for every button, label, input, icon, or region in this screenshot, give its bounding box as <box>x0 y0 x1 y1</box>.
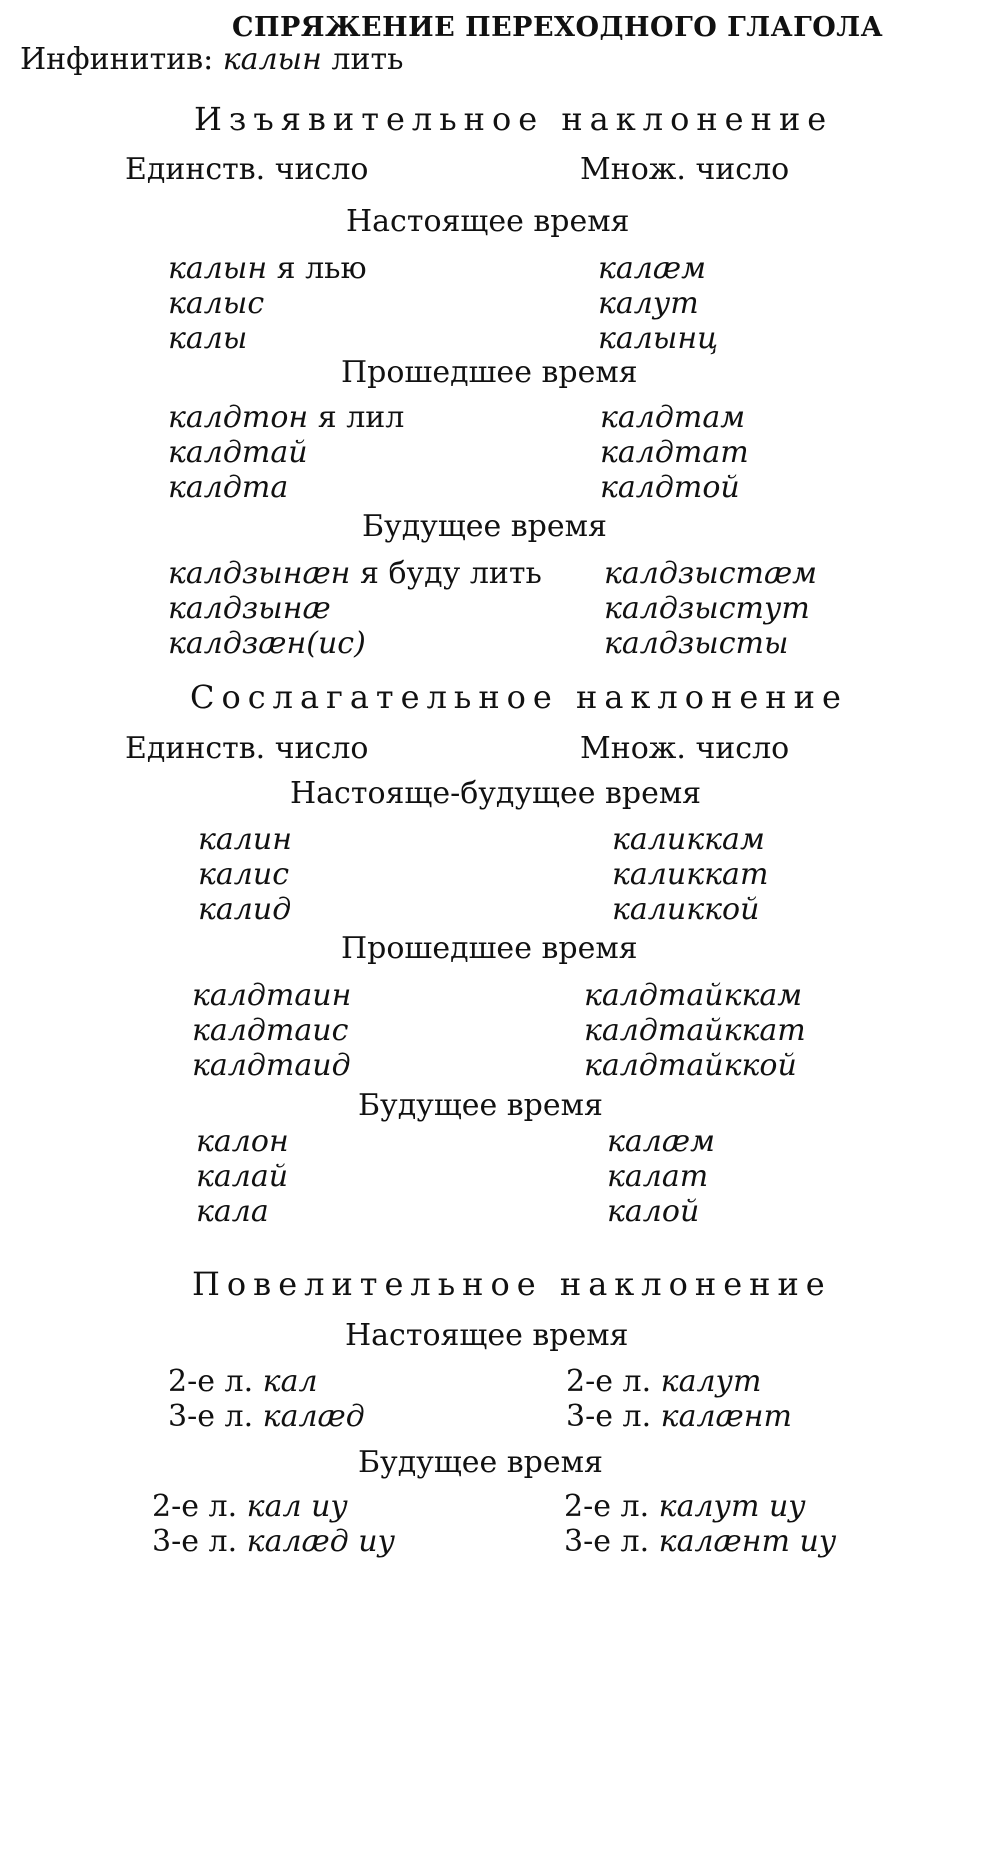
form-2sg: калай <box>196 1159 289 1194</box>
form-1sg: калдтаин <box>192 978 352 1013</box>
form-1pl: калдтайккам <box>584 978 803 1013</box>
subjunctive-past-tense: Прошедшее время <box>341 931 638 966</box>
indicative-future-tense: Будущее время <box>362 509 607 544</box>
form-1pl: калæм <box>607 1124 715 1159</box>
subjunctive-mood-heading: Сослагательное наклонение <box>190 678 848 716</box>
infinitive-label: Инфинитив: <box>20 42 214 77</box>
subjunctive-past-singular <box>192 978 351 1083</box>
form-1pl: калдзыстæм <box>604 556 818 591</box>
imperative-present-tense: Настоящее время <box>345 1318 629 1353</box>
form-3sg: калы <box>168 321 248 356</box>
form-2sg: калдзынæ <box>168 591 331 626</box>
form-3sg: калдзæн(ис) <box>168 626 366 661</box>
form-3pl: калынц <box>598 321 719 356</box>
form-3pl: калой <box>607 1194 700 1229</box>
indicative-present-singular <box>168 251 367 356</box>
form-2pl: калдзыстут <box>604 591 810 626</box>
indicative-mood-heading: Изъявительное наклонение <box>194 100 834 138</box>
indicative-present-plural <box>598 251 718 356</box>
indicative-past-tense: Прошедшее время <box>341 355 638 390</box>
form-3pl: 3-е л. калæнт иу <box>564 1524 837 1559</box>
form-2sg: калдтай <box>168 435 308 470</box>
infinitive-form: калын <box>222 42 322 77</box>
imperative-present-singular <box>168 1364 365 1434</box>
form-2pl: каликкат <box>612 857 769 892</box>
form-1pl: калæм <box>598 251 706 286</box>
gloss: я буду лить <box>359 556 542 591</box>
subjunctive-present-future-plural <box>612 822 768 927</box>
form-3pl: калдтой <box>600 470 740 505</box>
form-3pl: калдтайккой <box>584 1048 797 1083</box>
form-3sg: 3-е л. калæд иу <box>152 1524 396 1559</box>
indicative-plural-label: Множ. число <box>580 152 790 187</box>
imperative-future-singular <box>152 1489 395 1559</box>
imperative-present-plural <box>566 1364 792 1434</box>
infinitive-gloss: лить <box>331 42 404 77</box>
subjunctive-plural-label: Множ. число <box>580 731 790 766</box>
imperative-future-tense: Будущее время <box>358 1445 603 1480</box>
gloss: я лью <box>276 251 367 286</box>
form-2sg: калдтаис <box>192 1013 349 1048</box>
imperative-future-plural <box>564 1489 836 1559</box>
subjunctive-future-singular <box>196 1124 289 1229</box>
form-2pl: калдтайккат <box>584 1013 806 1048</box>
form-3sg: 3-е л. калæд <box>168 1399 365 1434</box>
infinitive-line <box>20 42 403 77</box>
indicative-present-tense: Настоящее время <box>346 204 630 239</box>
form-2pl: калдтат <box>600 435 749 470</box>
form-1sg: калдзынæн я буду лить <box>168 556 542 591</box>
indicative-future-plural <box>604 556 817 661</box>
form-3sg: калдтаид <box>192 1048 351 1083</box>
subjunctive-present-future-singular <box>198 822 292 927</box>
page-title: СПРЯЖЕНИЕ ПЕРЕХОДНОГО ГЛАГОЛА <box>232 12 884 43</box>
form-1sg: калын я лью <box>168 251 367 286</box>
subjunctive-past-plural <box>584 978 806 1083</box>
form-3pl: каликкой <box>612 892 760 927</box>
subjunctive-future-tense: Будущее время <box>358 1088 603 1123</box>
form-3sg: кала <box>196 1194 269 1229</box>
form-2sg: 2-е л. кал <box>168 1364 318 1399</box>
form-2pl: калат <box>607 1159 709 1194</box>
indicative-past-plural <box>600 400 749 505</box>
form-1sg: калдтон я лил <box>168 400 405 435</box>
form-2pl: калут <box>598 286 699 321</box>
subjunctive-future-plural <box>607 1124 715 1229</box>
indicative-past-singular <box>168 400 404 505</box>
form-2sg: 2-е л. кал иу <box>152 1489 348 1524</box>
gloss: я лил <box>317 400 405 435</box>
form-3sg: калдта <box>168 470 289 505</box>
form-1pl: калдтам <box>600 400 746 435</box>
subjunctive-singular-label: Единств. число <box>125 731 369 766</box>
subjunctive-present-future-tense: Настояще-будущее время <box>290 776 702 811</box>
form-3sg: калид <box>198 892 292 927</box>
form-3pl: калдзысты <box>604 626 789 661</box>
form-2pl: 2-е л. калут <box>566 1364 762 1399</box>
form-2pl: 2-е л. калут иу <box>564 1489 806 1524</box>
form-2sg: калис <box>198 857 290 892</box>
form-1pl: каликкам <box>612 822 765 857</box>
indicative-singular-label: Единств. число <box>125 152 369 187</box>
form-3pl: 3-е л. калæнт <box>566 1399 792 1434</box>
imperative-mood-heading: Повелительное наклонение <box>192 1265 832 1303</box>
form-2sg: калыс <box>168 286 265 321</box>
indicative-future-singular <box>168 556 542 661</box>
form-1sg: калин <box>198 822 292 857</box>
form-1sg: калон <box>196 1124 289 1159</box>
